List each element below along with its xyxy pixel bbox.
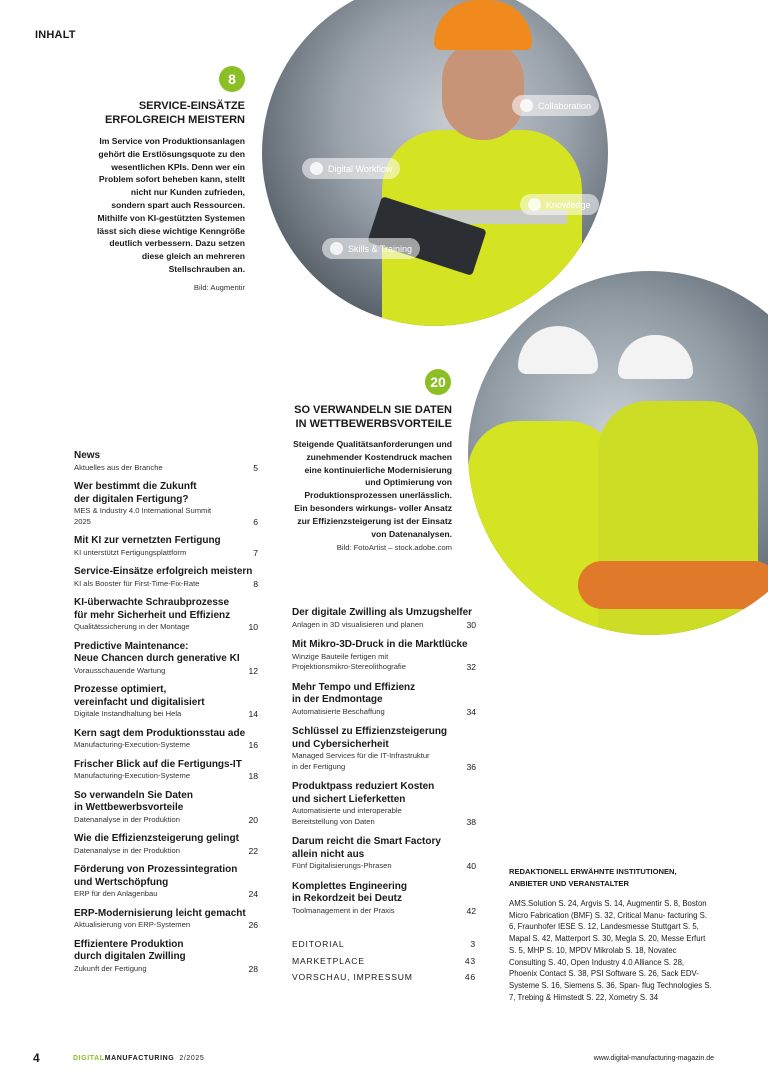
toc-entry[interactable]: Förderung von Prozessintegration und Wertschöpfung ERP für den Anlagenbau 24 (74, 864, 258, 899)
feature-number-badge: 8 (219, 66, 245, 92)
collaboration-icon (520, 99, 533, 112)
issue-number: 2/2025 (179, 1055, 205, 1062)
helmet-icon (434, 0, 532, 50)
toc-entry[interactable]: Komplettes Engineering in Rekordzeit bei Deutz Toolmanagement in der Praxis 42 (292, 880, 476, 916)
toc-page-number: 8 (253, 578, 258, 589)
robot-arm (578, 561, 768, 609)
toc-page-number: 16 (248, 740, 258, 750)
knowledge-icon (528, 198, 541, 211)
toc-page-number: 7 (253, 547, 258, 558)
toc-entry[interactable]: Service-Einsätze erfolgreich meistern KI als Booster für First-Time-Fix-Rate 8 (74, 566, 258, 589)
toc-page-number: 6 (253, 516, 258, 527)
institutions-heading: REDAKTIONELL ERWÄHNTE INSTITUTIONEN, ANBIETER UND VERANSTALTER (509, 867, 677, 888)
toc-entry[interactable]: Effizientere Produktion durch digitalen Zwilling Zukunft der Fertigung 28 (74, 938, 258, 974)
skills-training-label: Skills & Training (322, 238, 420, 259)
feature-title[interactable]: SERVICE-EINSÄTZE ERFOLGREICH MEISTERN (105, 100, 245, 126)
collaboration-label: Collaboration (512, 95, 599, 116)
toc-entry[interactable]: Schlüssel zu Effizienzsteigerung und Cybersicherheit Managed Services für die IT-Infrastruktur in der Fertigung 36 (292, 726, 476, 772)
toc-entry[interactable]: Frischer Blick auf die Fertigungs-IT Manufacturing-Execution-Systeme 18 (74, 758, 258, 781)
toc-page-number: 18 (248, 771, 258, 781)
toc-page-number: 26 (248, 920, 258, 930)
feature-description: Steigende Qualitätsanforderungen und zunehmender Kostendruck machen eine kontinuierliche Modernisierung und Optimierung von Produktionsprozessen unerlässlich. Ein besonders wirkungs- voller Ansatz zur Effizienzsteigerung ist der Einsatz von Datenanalysen. (293, 439, 452, 539)
institutions-list: AMS.Solution S. 24, Argvis S. 14, Augmentir S. 8, Boston Micro Fabrication (BMF) S. 32, Critical Manu- facturing S. 6, Fraunhofer IESE S. 12, Landesmesse Stuttgart S. 5, Mapal S. 42, Matterport S. 30, Megla S. 20, Messe Erfurt S. 5, MHP S. 10, MPDV Mikrolab S. 18, Novatec Consulting S. 40, Open Industry 4.0 Alliance S. 28, Phoenix Contact S. 38, PSI Software S. 26, Sack EDV-Systeme S. 16, Siemens S. 36, Span- flug Technologies S. 7, Trebing & Himstedt S. 22, Xometry S. 34 (509, 899, 712, 1002)
toc-page-number: 14 (248, 709, 258, 719)
toc-entry[interactable]: Mehr Tempo und Effizienz in der Endmontage Automatisierte Beschaffung 34 (292, 681, 476, 717)
toc-page-number: 32 (466, 662, 476, 672)
website-link[interactable]: www.digital-manufacturing-magazin.de (593, 1055, 714, 1062)
toc-page-number: 38 (466, 816, 476, 827)
toc-entry[interactable]: Darum reicht die Smart Factory allein nicht aus Fünf Digitalisierungs-Phrasen 40 (292, 836, 476, 871)
toc-page-number: 10 (248, 622, 258, 632)
knowledge-label: Knowledge (520, 194, 599, 215)
workflow-icon (310, 162, 323, 175)
toc-page-number: 5 (253, 462, 258, 473)
toc-entry[interactable]: Wer bestimmt die Zukunft der digitalen Fertigung? MES & Industry 4.0 International Summit 2025 6 (74, 481, 258, 527)
feature-photo-worker-tablet (262, 0, 608, 326)
toc-mid-column (292, 607, 476, 986)
worker-left-helmet (518, 326, 598, 374)
toc-page-number: 22 (248, 845, 258, 856)
toc-entry[interactable]: News Aktuelles aus der Branche 5 (74, 450, 258, 473)
toc-entry-editorial[interactable]: EDITORIAL 3 (292, 939, 476, 949)
toc-entry[interactable]: Mit KI zur vernetzten Fertigung KI unterstützt Fertigungsplattform 7 (74, 535, 258, 558)
toc-entry[interactable]: Produktpass reduziert Kosten und sichert Lieferketten Automatisierte und interoperable Bereitstellung von Daten 38 (292, 781, 476, 827)
toc-entry[interactable]: Mit Mikro-3D-Druck in die Marktlücke Winzige Bauteile fertigen mit Projektionsmikro-Stereolithografie 32 (292, 639, 476, 672)
page-number: 4 (33, 1051, 40, 1065)
toc-page-number: 40 (466, 861, 476, 871)
toc-page-number: 3 (470, 939, 476, 949)
magazine-name: DIGITAL MANUFACTURING 2/2025 (73, 1055, 205, 1062)
toc-page-number: 30 (466, 619, 476, 630)
toc-entry[interactable]: So verwandeln Sie Daten in Wettbewerbsvorteile Datenanalyse in der Produktion 20 (74, 789, 258, 825)
image-credit: Bild: FotoArtist – stock.adobe.com (336, 543, 452, 553)
mentioned-institutions (509, 866, 714, 1003)
feature-number-badge: 20 (425, 369, 451, 395)
toc-page-number: 42 (466, 905, 476, 916)
toc-entry-marketplace[interactable]: MARKETPLACE 43 (292, 955, 476, 966)
feature-service (95, 99, 245, 293)
toc-entry[interactable]: KI-überwachte Schraubprozesse für mehr Sicherheit und Effizienz Qualitätssicherung in der Montage 10 (74, 597, 258, 632)
section-label: INHALT (35, 29, 76, 41)
toc-entry-impressum[interactable]: VORSCHAU, IMPRESSUM 46 (292, 972, 476, 982)
worker-right-helmet (618, 335, 693, 379)
toc-page-number: 36 (466, 761, 476, 772)
toc-left-column (74, 450, 258, 974)
toc-entry[interactable]: Prozesse optimiert, vereinfacht und digitalisiert Digitale Instandhaltung bei Hela 14 (74, 684, 258, 719)
toc-page-number: 24 (248, 889, 258, 899)
toc-page-number: 46 (464, 972, 476, 982)
toc-page-number: 34 (466, 706, 476, 717)
toc-entry[interactable]: Wie die Effizienzsteigerung gelingt Datenanalyse in der Produktion 22 (74, 833, 258, 856)
toc-page-number: 20 (248, 814, 258, 825)
feature-daten (291, 403, 452, 553)
feature-description: Im Service von Produktionsanlagen gehört die Erstlösungsquote zu den wesentlichen KPIs. Denn wer ein Problem sofort beheben kann, stellt nicht nur Kunden zufrieden, sondern spart auch Ressourcen. Mithilfe von KI-gestützten Systemen lässt sich diese wichtige Kenngröße deutlich verbessern. Dazu setzen diese gleich an mehreren Stellschrauben an. (96, 136, 245, 274)
toc-page-number: 12 (248, 665, 258, 676)
toc-entry[interactable]: Der digitale Zwilling als Umzugshelfer Anlagen in 3D visualisieren und planen 30 (292, 607, 476, 630)
digital-workflow-label: Digital Workflow (302, 158, 400, 179)
skills-icon (330, 242, 343, 255)
worker-head (442, 40, 524, 140)
toc-entry[interactable]: ERP-Modernisierung leicht gemacht Aktualisierung von ERP-Systemen 26 (74, 907, 258, 930)
toc-page-number: 28 (248, 963, 258, 974)
toc-entry[interactable]: Kern sagt dem Produktionsstau ade Manufacturing-Execution-Systeme 16 (74, 727, 258, 750)
image-credit: Bild: Augmentir (193, 282, 245, 292)
toc-entry[interactable]: Predictive Maintenance: Neue Chancen durch generative KI Vorausschauende Wartung 12 (74, 640, 258, 676)
toc-page-number: 43 (464, 955, 476, 966)
feature-title[interactable]: SO VERWANDELN SIE DATEN IN WETTBEWERBSVORTEILE (294, 404, 452, 430)
